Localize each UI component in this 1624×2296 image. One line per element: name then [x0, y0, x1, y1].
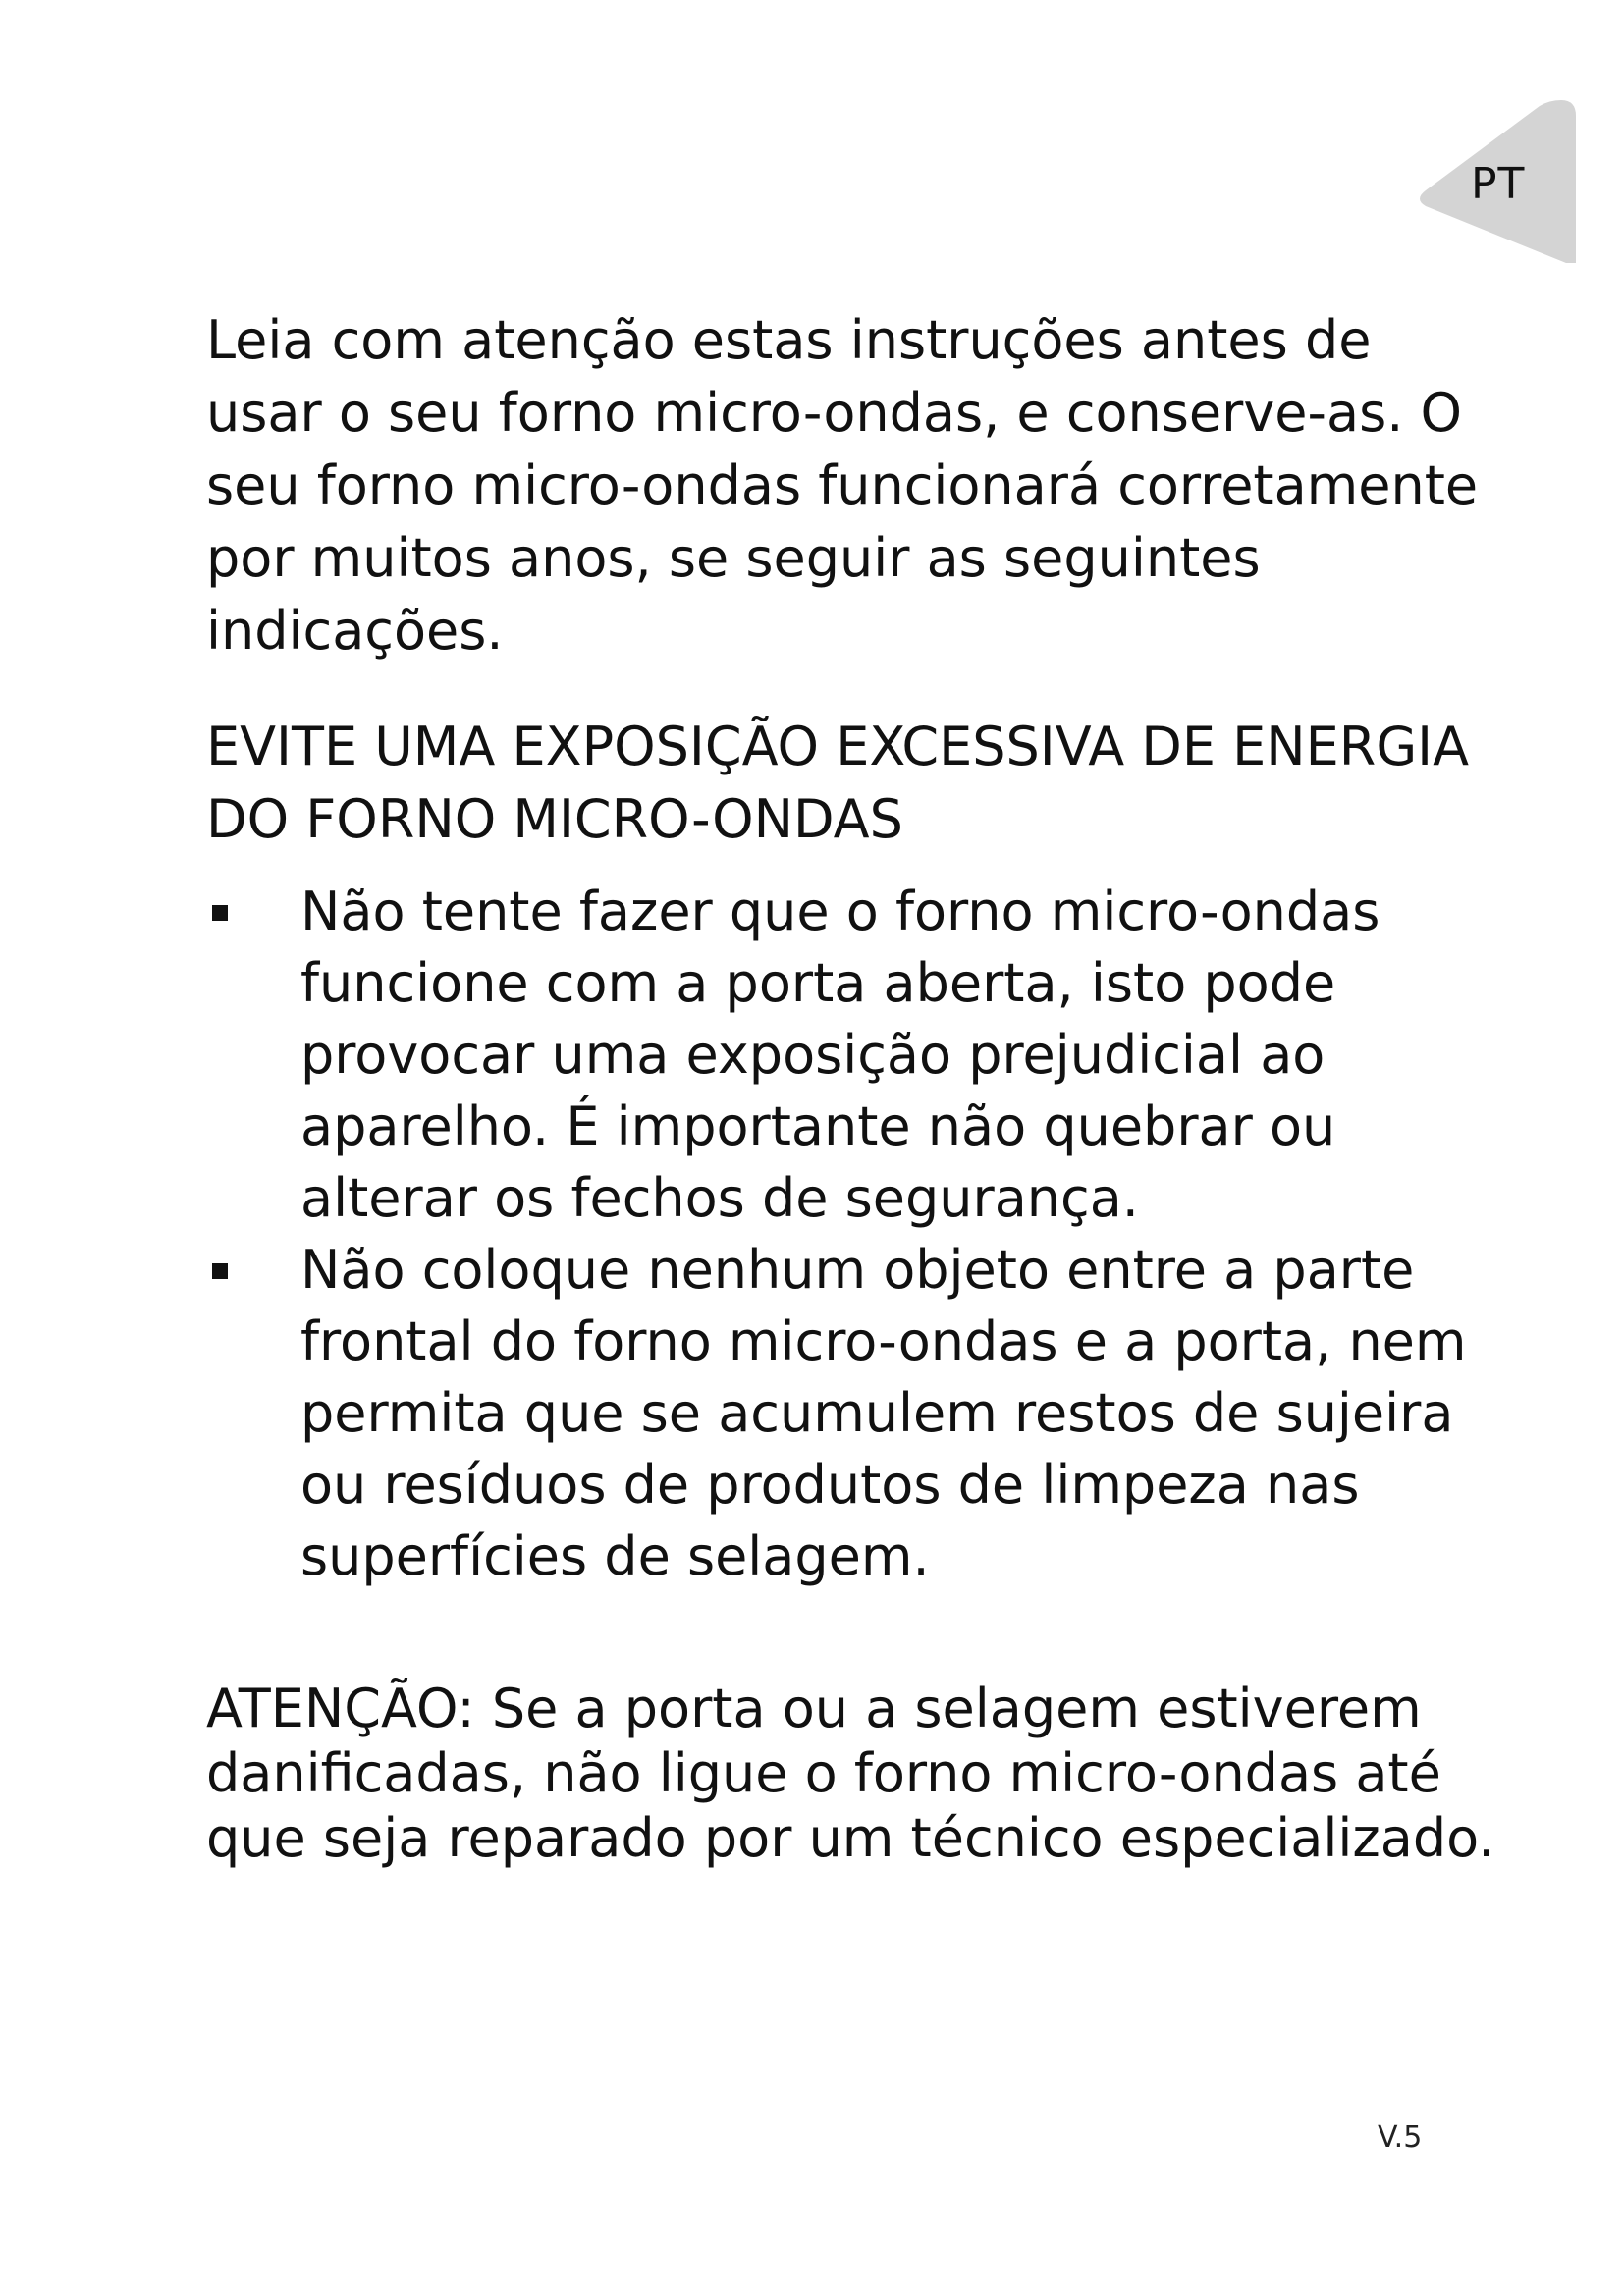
- section-heading: EVITE UMA EXPOSIÇÃO EXCESSIVA DE ENERGIA DO FORNO MICRO-ONDAS: [206, 716, 1470, 850]
- list-item-text: Não coloque nenhum objeto entre a parte frontal do forno micro-ondas e a porta, nem permita que se acumulem restos de sujeira ou resíduos de produtos de limpeza nas superfícies de selagem.: [300, 1239, 1467, 1587]
- bullet-square-icon: [212, 1263, 228, 1279]
- list-item-text: Não tente fazer que o forno micro-ondas funcione com a porta aberta, isto pode provocar uma exposição prejudicial ao aparelho. É importante não quebrar ou alterar os fechos de segurança.: [300, 881, 1380, 1229]
- bullet-square-icon: [212, 905, 228, 921]
- intro-paragraph: Leia com atenção estas instruções antes de usar o seu forno micro-ondas, e conserve-as. O seu forno micro-ondas funcionará corretamente por muitos anos, se seguir as seguintes indicações.: [206, 309, 1479, 662]
- list-item: [206, 1234, 1502, 1592]
- warning-list: [206, 876, 1502, 1592]
- page-content: [206, 304, 1502, 1871]
- attention-paragraph: ATENÇÃO: Se a porta ou a selagem estiverem danificadas, não ligue o forno micro-ondas até que seja reparado por um técnico especializado.: [206, 1678, 1495, 1869]
- list-item: [206, 876, 1502, 1234]
- language-label: PT: [1471, 159, 1526, 209]
- version-label: V.5: [1378, 2120, 1423, 2155]
- language-tab: [1414, 96, 1576, 263]
